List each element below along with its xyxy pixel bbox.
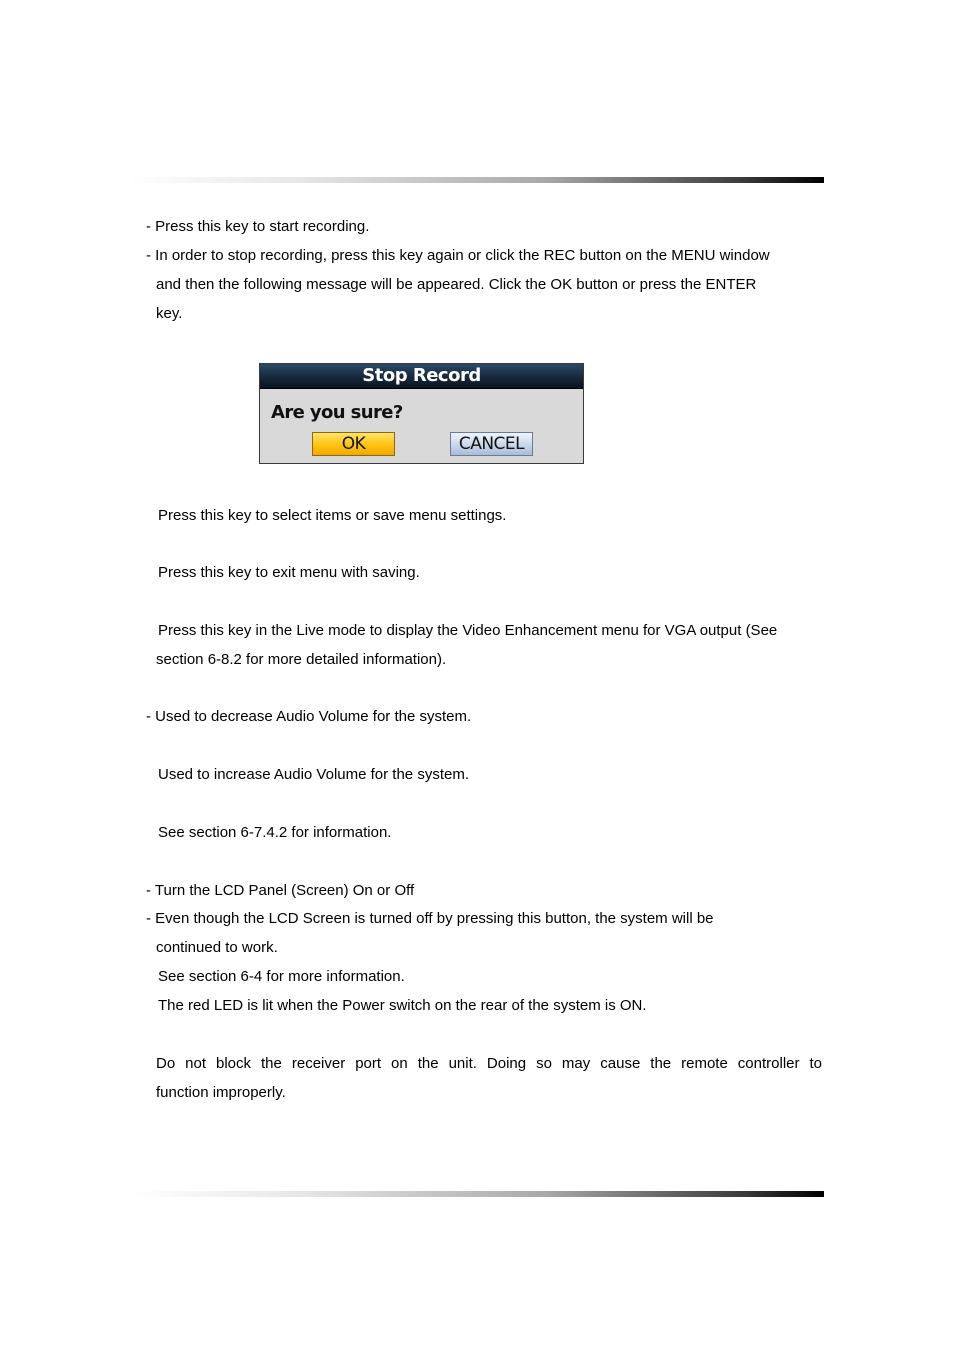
enter-description: Press this key to select items or save menu settings. xyxy=(158,507,507,524)
dialog-title: Stop Record xyxy=(260,364,583,389)
lcd-line-1: - Turn the LCD Panel (Screen) On or Off xyxy=(146,882,415,899)
rec-line-4: key. xyxy=(156,305,183,322)
notice-line-1: Do not block the receiver port on the unit. Doing so may cause the remote controller to xyxy=(156,1055,822,1072)
dialog-question: Are you sure? xyxy=(271,402,403,423)
cancel-button[interactable]: CANCEL xyxy=(450,432,533,456)
lcd-line-5: The red LED is lit when the Power switch on the rear of the system is ON. xyxy=(158,997,647,1014)
vga-line-1: Press this key in the Live mode to display the Video Enhancement menu for VGA output (See xyxy=(158,622,778,639)
rec-line-3: and then the following message will be appeared. Click the OK button or press the ENTER xyxy=(156,276,757,293)
volume-down-description: - Used to decrease Audio Volume for the system. xyxy=(146,708,472,725)
lcd-line-4: See section 6-4 for more information. xyxy=(158,968,405,985)
notice-line-2: function improperly. xyxy=(156,1084,286,1101)
rec-line-1: - Press this key to start recording. xyxy=(146,218,370,235)
bottom-divider xyxy=(130,1191,824,1197)
volume-up-description: Used to increase Audio Volume for the system. xyxy=(158,766,469,783)
exit-description: Press this key to exit menu with saving. xyxy=(158,564,420,581)
top-divider xyxy=(130,177,824,183)
rec-line-2: - In order to stop recording, press this key again or click the REC button on the MENU window xyxy=(146,247,770,264)
vga-line-2: section 6-8.2 for more detailed information). xyxy=(156,651,447,668)
stop-record-dialog xyxy=(259,363,584,464)
section-reference: See section 6-7.4.2 for information. xyxy=(158,824,392,841)
ok-button[interactable]: OK xyxy=(312,432,395,456)
lcd-line-2: - Even though the LCD Screen is turned off by pressing this button, the system will be xyxy=(146,910,714,927)
lcd-line-3: continued to work. xyxy=(156,939,278,956)
